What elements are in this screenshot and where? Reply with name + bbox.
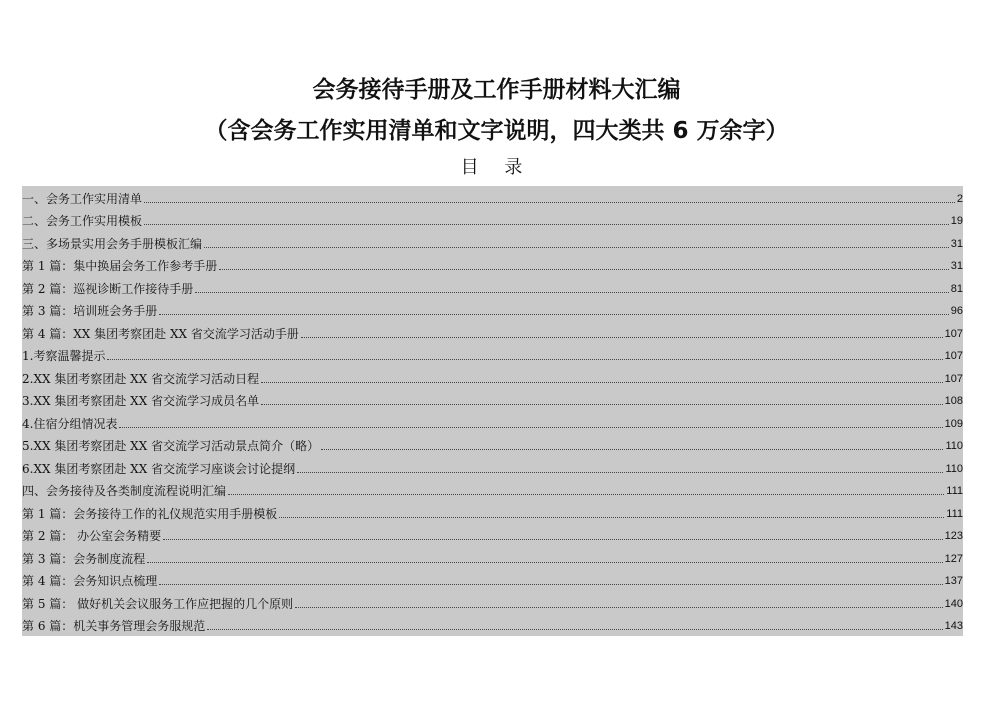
toc-entry-label: 第 6 篇：机关事务管理会务服规范 bbox=[22, 619, 206, 633]
toc-entry-label: 3.XX 集团考察团赴 XX 省交流学习成员名单 bbox=[22, 394, 260, 408]
toc-entry[interactable] bbox=[22, 389, 963, 412]
toc-entry-page-number: 111 bbox=[946, 485, 963, 497]
toc-entry-label: 第 2 篇：巡视诊断工作接待手册 bbox=[22, 281, 194, 296]
toc-entry-page-number: 110 bbox=[945, 440, 963, 452]
table-of-contents bbox=[22, 186, 963, 636]
toc-entry-label: 第 3 篇：会务制度流程 bbox=[22, 551, 146, 566]
toc-entry-page-number: 143 bbox=[944, 620, 963, 632]
toc-entry-page-number: 123 bbox=[944, 530, 963, 542]
toc-entry-label: 1.考察温馨提示 bbox=[22, 349, 106, 363]
toc-entry-page-number: 107 bbox=[944, 350, 963, 362]
toc-entry-label: 第 4 篇：会务知识点梳理 bbox=[22, 574, 158, 588]
toc-dot-leader bbox=[321, 449, 943, 450]
toc-entry-page-number: 19 bbox=[950, 215, 963, 227]
toc-dot-leader bbox=[301, 337, 943, 338]
toc-entry[interactable] bbox=[22, 501, 963, 524]
document-subtitle: （含会务工作实用清单和文字说明，四大类共 6 万余字） bbox=[204, 118, 789, 144]
toc-dot-leader bbox=[147, 562, 942, 563]
toc-entry-page-number: 109 bbox=[944, 417, 963, 430]
toc-entry-label: 2.XX 集团考察团赴 XX 省交流学习活动日程 bbox=[22, 371, 260, 386]
toc-dot-leader bbox=[261, 382, 943, 383]
toc-dot-leader bbox=[279, 517, 944, 518]
toc-entry-page-number: 107 bbox=[944, 372, 963, 385]
toc-dot-leader bbox=[207, 629, 942, 630]
toc-entry-label: 第 5 篇： 做好机关会议服务工作应把握的几个原则 bbox=[22, 596, 294, 611]
document-title: 会务接待手册及工作手册材料大汇编 bbox=[312, 77, 681, 103]
toc-entry-page-number: 127 bbox=[944, 552, 963, 565]
toc-entry-page-number: 96 bbox=[950, 305, 963, 317]
toc-entry-page-number: 2 bbox=[956, 192, 963, 205]
toc-entry[interactable] bbox=[22, 299, 963, 322]
toc-dot-leader bbox=[219, 269, 948, 270]
toc-entry-label: 第 4 篇：XX 集团考察团赴 XX 省交流学习活动手册 bbox=[22, 326, 299, 341]
toc-dot-leader bbox=[119, 427, 942, 428]
toc-entry[interactable] bbox=[22, 186, 963, 209]
toc-entry[interactable] bbox=[22, 209, 963, 232]
toc-entry-page-number: 108 bbox=[944, 395, 963, 407]
toc-dot-leader bbox=[228, 494, 944, 495]
toc-dot-leader bbox=[144, 202, 955, 203]
toc-entry[interactable] bbox=[22, 524, 963, 547]
toc-entry[interactable] bbox=[22, 366, 963, 389]
toc-dot-leader bbox=[159, 314, 948, 315]
toc-entry[interactable] bbox=[22, 321, 963, 344]
toc-dot-leader bbox=[144, 224, 949, 225]
toc-entry-label: 二、会务工作实用模板 bbox=[22, 214, 143, 228]
toc-entry-label: 一、会务工作实用清单 bbox=[22, 191, 143, 206]
toc-entry-label: 6.XX 集团考察团赴 XX 省交流学习座谈会讨论提纲 bbox=[22, 461, 296, 476]
toc-entry[interactable] bbox=[22, 456, 963, 479]
toc-dot-leader bbox=[204, 247, 949, 248]
toc-dot-leader bbox=[261, 404, 943, 405]
toc-dot-leader bbox=[159, 584, 942, 585]
toc-dot-leader bbox=[107, 359, 942, 360]
toc-entry-page-number: 31 bbox=[950, 260, 963, 272]
toc-entry-page-number: 140 bbox=[944, 597, 963, 610]
toc-entry-page-number: 137 bbox=[944, 575, 963, 587]
toc-entry[interactable] bbox=[22, 434, 963, 457]
toc-entry[interactable] bbox=[22, 569, 963, 592]
toc-entry[interactable] bbox=[22, 411, 963, 434]
toc-dot-leader bbox=[297, 472, 943, 473]
toc-entry-label: 5.XX 集团考察团赴 XX 省交流学习活动景点简介（略） bbox=[22, 439, 320, 453]
toc-entry-label: 第 3 篇：培训班会务手册 bbox=[22, 304, 158, 318]
toc-entry-page-number: 81 bbox=[950, 282, 963, 295]
toc-entry[interactable] bbox=[22, 254, 963, 277]
toc-entry-label: 第 2 篇： 办公室会务精要 bbox=[22, 529, 162, 543]
toc-entry-page-number: 111 bbox=[946, 507, 963, 520]
toc-entry-label: 第 1 篇：会务接待工作的礼仪规范实用手册模板 bbox=[22, 506, 278, 521]
toc-entry-page-number: 107 bbox=[944, 327, 963, 340]
toc-entry-label: 第 1 篇：集中换届会务工作参考手册 bbox=[22, 259, 218, 273]
toc-entry-label: 四、会务接待及各类制度流程说明汇编 bbox=[22, 484, 227, 498]
toc-entry-page-number: 31 bbox=[950, 237, 963, 250]
toc-entry[interactable] bbox=[22, 591, 963, 614]
toc-dot-leader bbox=[163, 539, 943, 540]
toc-entry[interactable] bbox=[22, 479, 963, 502]
toc-entry[interactable] bbox=[22, 546, 963, 569]
toc-dot-leader bbox=[295, 607, 943, 608]
toc-entry-page-number: 110 bbox=[945, 462, 963, 475]
toc-entry-label: 三、多场景实用会务手册模板汇编 bbox=[22, 236, 203, 251]
toc-entry[interactable] bbox=[22, 614, 963, 637]
toc-dot-leader bbox=[195, 292, 948, 293]
toc-heading: 目 录 bbox=[460, 157, 533, 178]
toc-entry-label: 4.住宿分组情况表 bbox=[22, 416, 118, 431]
toc-entry[interactable] bbox=[22, 344, 963, 367]
toc-entry[interactable] bbox=[22, 276, 963, 299]
toc-entry[interactable] bbox=[22, 231, 963, 254]
